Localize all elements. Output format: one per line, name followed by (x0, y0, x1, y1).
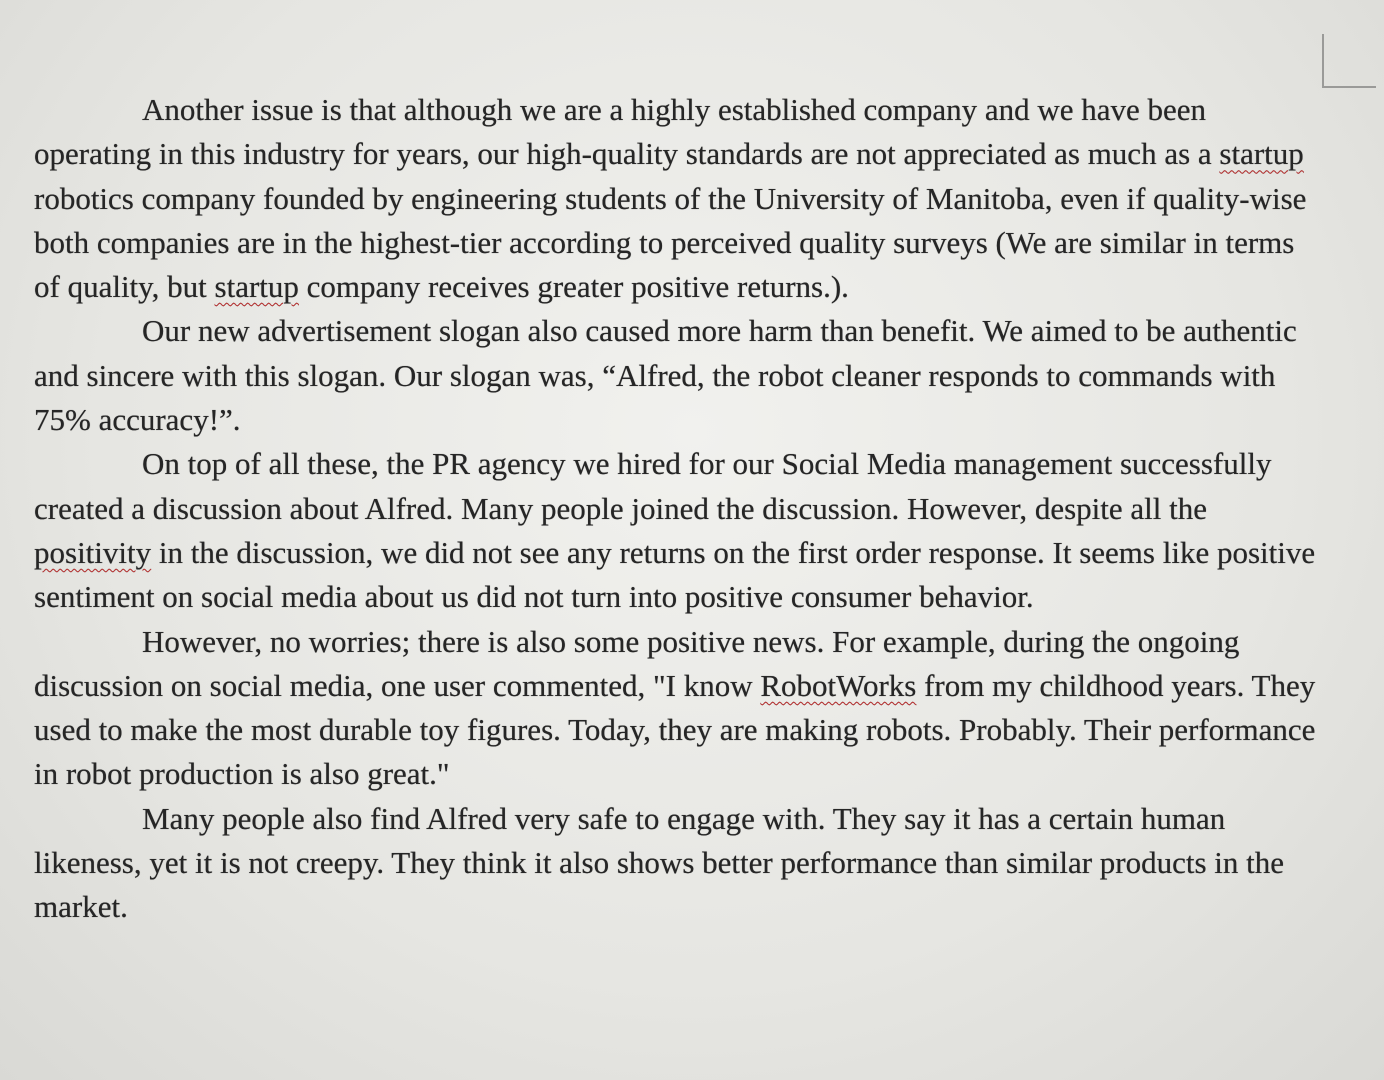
text-run: Many people also find Alfred very safe to engage with. They say it has a certain human likeness, yet it is not creepy. They think it also shows better performance than similar products in the market. (34, 800, 1285, 925)
text-run: company receives greater positive returns.). (298, 269, 849, 305)
misspelled-word[interactable]: startup (1219, 136, 1304, 172)
text-run: On top of all these, the PR agency we hired for our Social Media management successfully created a discussion about Alfred. Many people joined the discussion. However, despite all the (34, 446, 1272, 526)
text-run: from my childhood years. They used to make the most durable toy figures. Today, they are making robots. Probably. Their performance in robot production is also great." (34, 667, 1316, 792)
text-run: robotics company founded by engineering students of the University of Manitoba, even if quality-wise both companies are in the highest-tier according to perceived quality surveys (We are similar in terms of quality, but (34, 180, 1307, 305)
paragraph-positive-news (34, 620, 1320, 797)
paragraph-pr-agency (34, 442, 1320, 619)
document-body[interactable] (34, 88, 1320, 930)
text-run: Our new advertisement slogan also caused more harm than benefit. We aimed to be authentic and sincere with this slogan. Our slogan was, “Alfred, the robot cleaner responds to commands with 75% accuracy!”. (34, 313, 1297, 438)
text-run: in the discussion, we did not see any returns on the first order response. It seems like positive sentiment on social media about us did not turn into positive consumer behavior. (34, 534, 1316, 615)
paragraph-safety (34, 797, 1320, 930)
paragraph-quality-standards (34, 88, 1320, 309)
misspelled-word[interactable]: positivity (34, 534, 152, 570)
text-run: However, no worries; there is also some positive news. For example, during the ongoing discussion on social media, one user commented, "I know (34, 623, 1240, 703)
misspelled-word[interactable]: startup (214, 269, 299, 305)
page-corner-margin-mark (1322, 34, 1376, 88)
misspelled-word[interactable]: RobotWorks (760, 667, 917, 703)
text-run: Another issue is that although we are a highly established company and we have been operating in this industry for years, our high-quality standards are not appreciated as much as a (34, 92, 1220, 172)
paragraph-advertisement-slogan (34, 309, 1320, 442)
